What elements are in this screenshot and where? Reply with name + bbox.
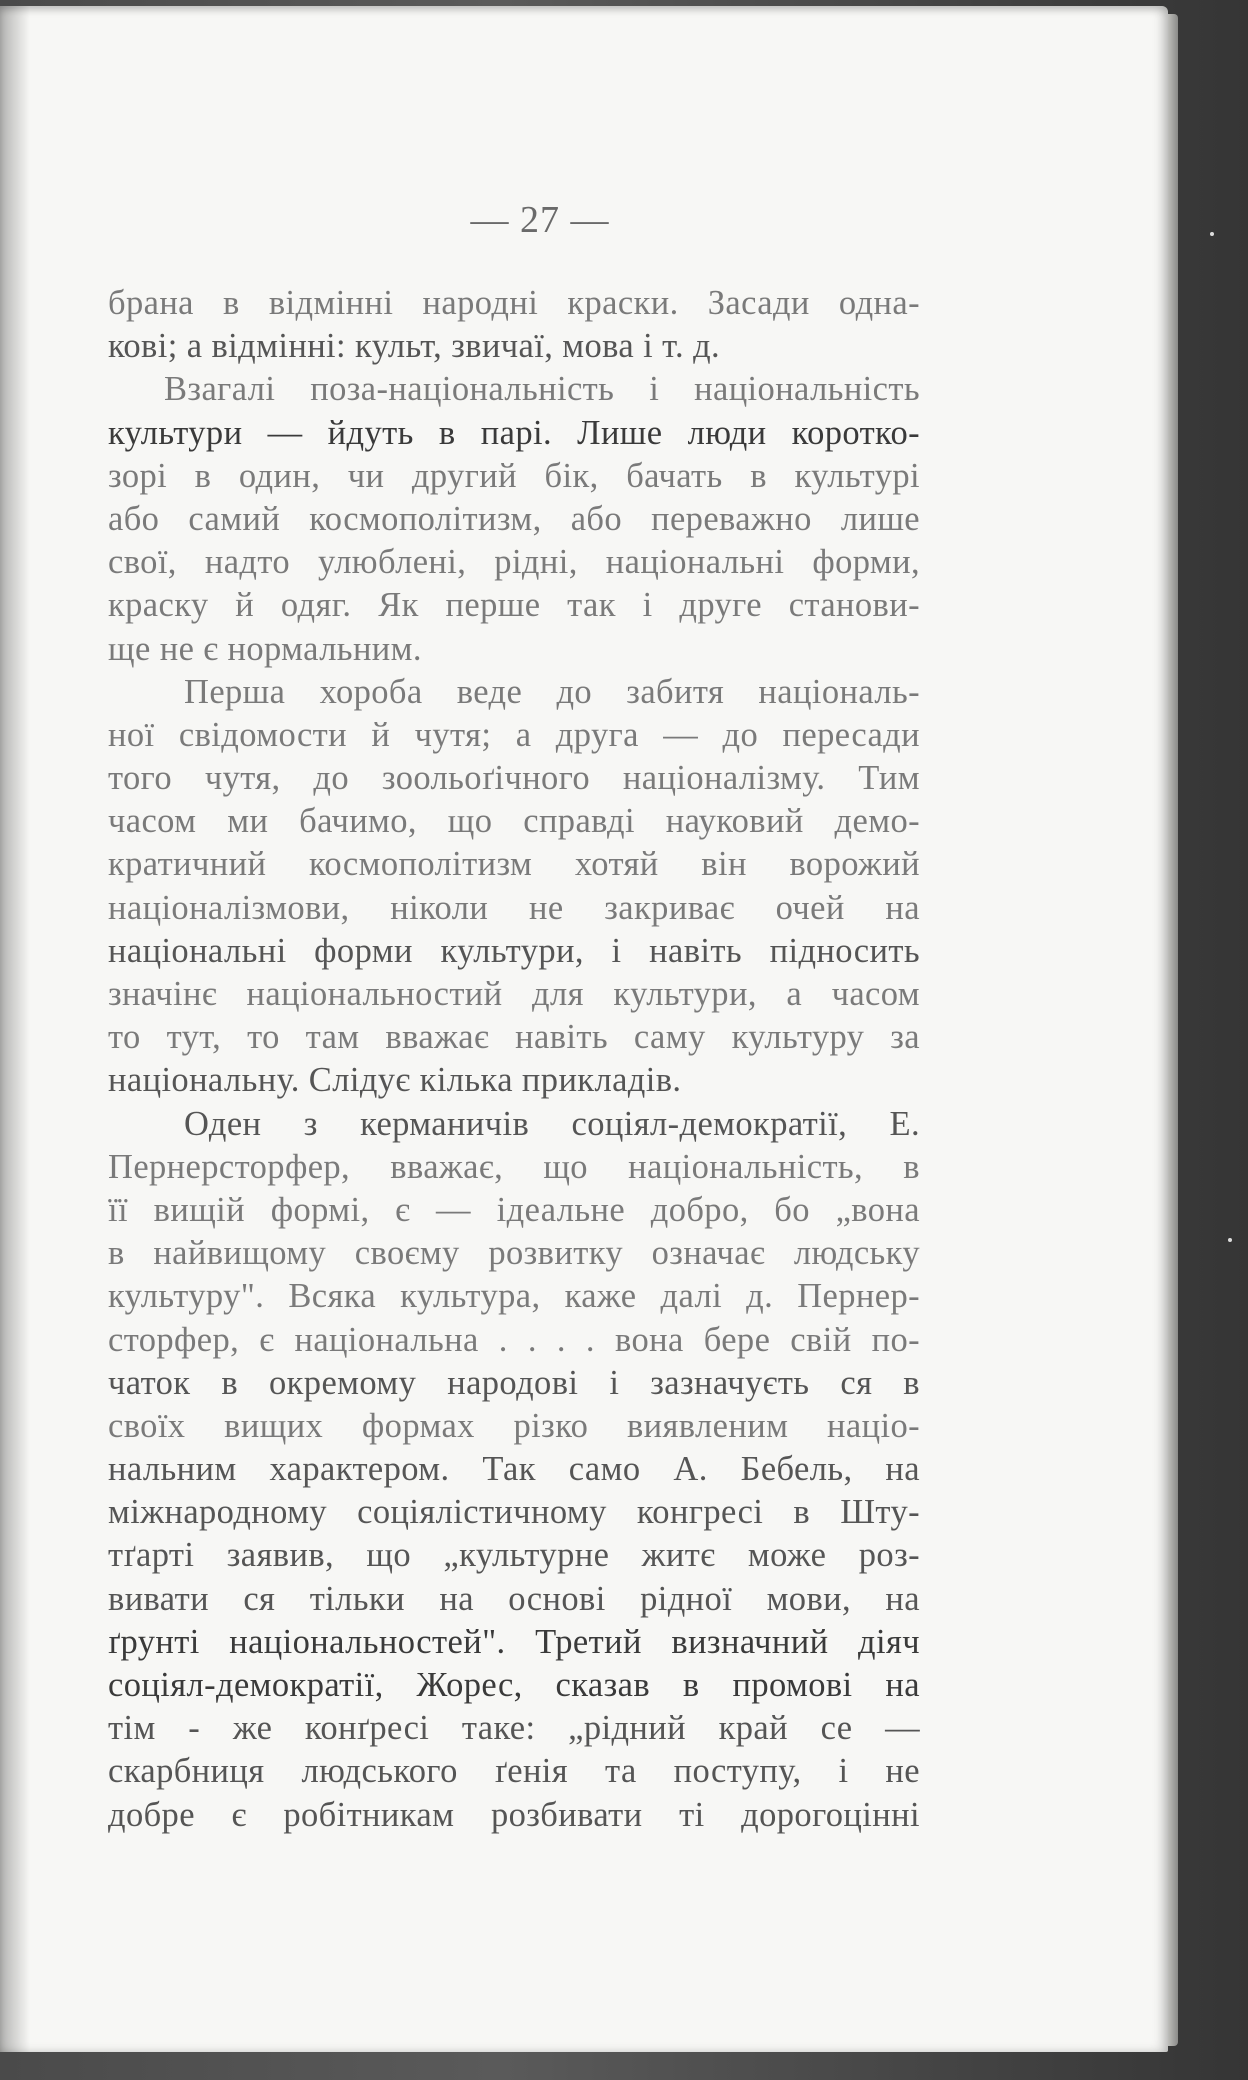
text-line: ної свідомости й чутя; а друга — до пересади xyxy=(108,715,920,754)
text-line: краску й одяг. Як перше так і друге станови- xyxy=(108,586,920,625)
text-line: тґарті заявив, що „культурне житє може роз- xyxy=(108,1536,920,1575)
text-line: скарбниця людського ґенія та поступу, і не xyxy=(108,1752,920,1791)
text-line: своїх вищих формах різко виявленим націо- xyxy=(108,1406,920,1445)
text-line: культуру". Всяка культура, каже далі д. Пернер- xyxy=(108,1277,920,1316)
text-line: добре є робітникам розбивати ті дорогоцінні xyxy=(108,1795,920,1834)
text-line: націоналізмови, ніколи не закриває очей на xyxy=(108,888,920,927)
text-line: ґрунті національностей". Третий визначний діяч xyxy=(108,1622,920,1661)
text-line: міжнародному соціялістичному конгресі в Шту- xyxy=(108,1493,920,1532)
text-line: Перша хороба веде до забитя національ- xyxy=(184,672,920,711)
scan-speck xyxy=(1228,1238,1232,1242)
body-text xyxy=(108,282,920,1837)
text-line: національні форми культури, і навіть підносить xyxy=(108,931,920,970)
text-line: Пернерсторфер, вважає, що національність, в xyxy=(108,1147,920,1186)
text-line: її вищій формі, є — ідеальне добро, бо „вона xyxy=(108,1190,920,1229)
text-line: тім - же конґресі таке: „рідний край се — xyxy=(108,1709,920,1748)
page-number: — 27 — xyxy=(470,199,610,241)
text-line: зорі в один, чи другий бік, бачать в культурі xyxy=(108,456,920,495)
text-line: чаток в окремому народові і зазначуєть ся в xyxy=(108,1363,920,1402)
text-line: Оден з керманичів соціял-демократії, Е. xyxy=(184,1104,920,1143)
text-line: або самий космополітизм, або переважно лише xyxy=(108,499,920,538)
binding-shadow xyxy=(0,6,30,2052)
text-line: значінє національностий для культури, а часом xyxy=(108,975,920,1013)
text-line: ще не є нормальним. xyxy=(108,629,422,668)
text-line: сторфер, є національна . . . . вона бере свій по- xyxy=(108,1320,920,1359)
text-line: в найвищому своєму розвитку означає людську xyxy=(108,1234,920,1273)
text-line: вивати ся тільки на основі рідної мови, на xyxy=(108,1579,920,1618)
text-line: свої, надто улюблені, рідні, національні форми, xyxy=(108,543,920,582)
text-line: Взагалі поза-національність і національність xyxy=(164,370,920,409)
text-line: часом ми бачимо, що справді науковий демо- xyxy=(108,802,920,841)
text-line: нальним характером. Так само А. Бебель, на xyxy=(108,1450,920,1489)
text-line: то тут, то там вважає навіть саму культуру за xyxy=(108,1018,920,1057)
text-line: кратичний космополітизм хотяй він ворожий xyxy=(108,845,920,884)
text-line: брана в відмінні народні краски. Засади одна- xyxy=(108,284,920,322)
text-line: культури — йдуть в парі. Лише люди коротко- xyxy=(108,413,920,452)
text-line: кові; а відмінні: культ, звичаї, мова і т. д. xyxy=(108,327,721,366)
text-line: того чутя, до зоольоґічного націоналізму. Тим xyxy=(108,759,920,798)
scan-speck xyxy=(1210,232,1214,236)
text-line: національну. Слідує кілька прикладів. xyxy=(108,1061,682,1100)
text-line: соціял-демократії, Жорес, сказав в промові на xyxy=(108,1666,920,1704)
